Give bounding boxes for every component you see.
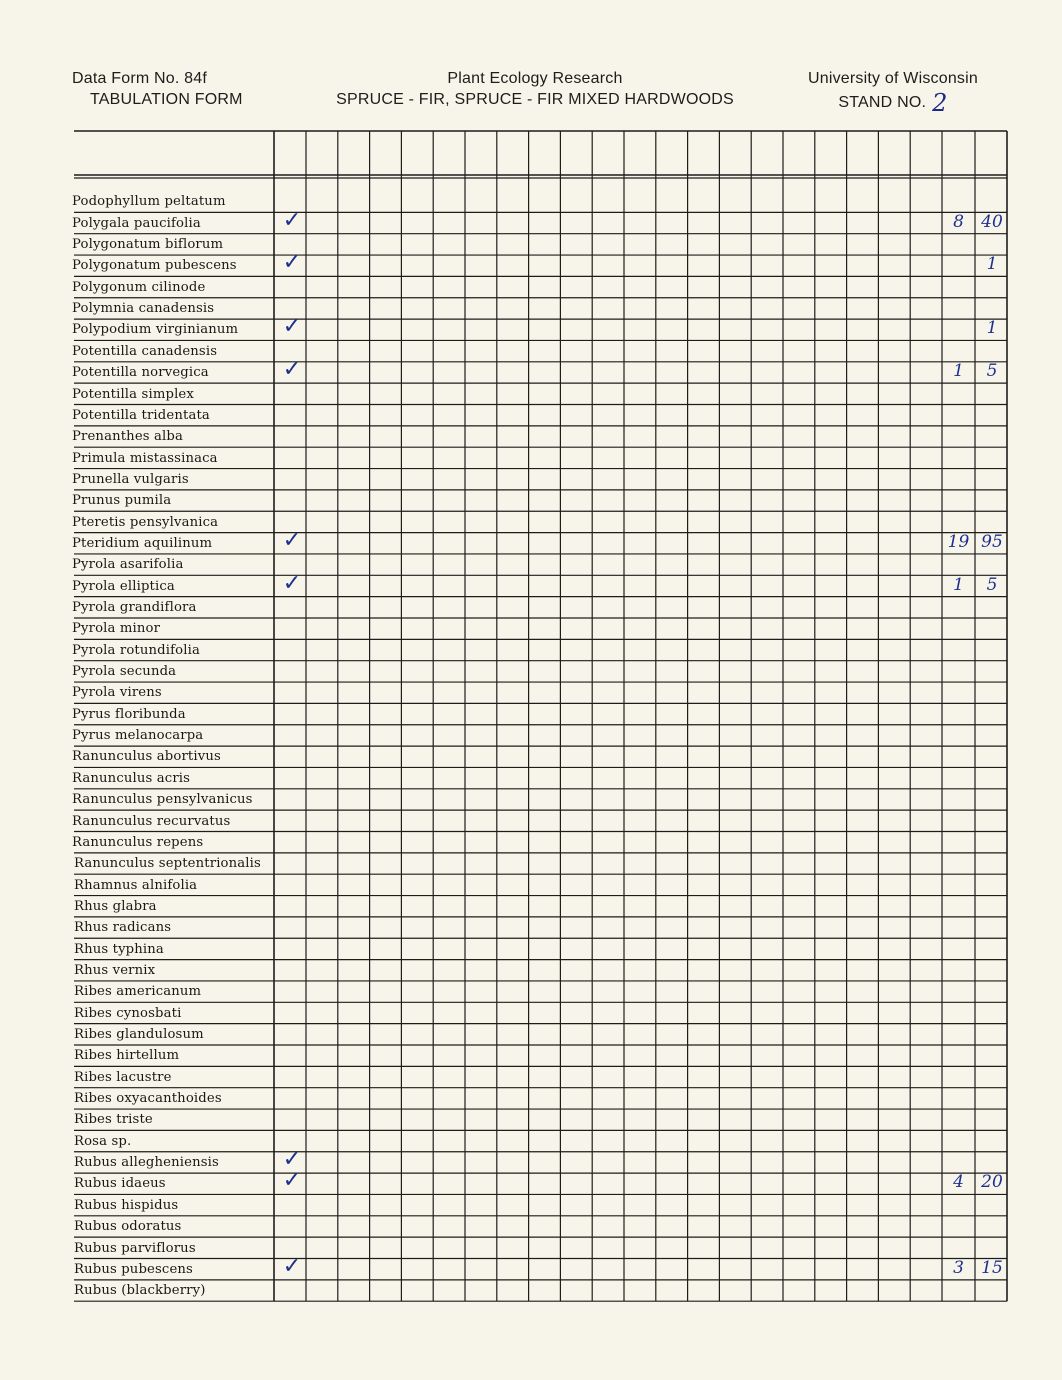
stand-label: STAND NO. — [838, 94, 927, 111]
frequency-value: 1 — [953, 361, 964, 382]
percent-value: 95 — [981, 531, 1003, 552]
species-name: Ranunculus recurvatus — [72, 813, 231, 829]
frequency-value: 4 — [953, 1172, 964, 1193]
species-name: Ranunculus pensylvanicus — [72, 792, 253, 808]
check-mark: ✓ — [282, 250, 302, 276]
percent-value: 5 — [986, 361, 998, 382]
species-name: Prenanthes alba — [72, 429, 184, 445]
check-mark: ✓ — [282, 1168, 302, 1194]
percent-value: 20 — [981, 1172, 1003, 1193]
species-name: Rubus idaeus — [74, 1176, 166, 1192]
species-name: Potentilla tridentata — [72, 407, 210, 423]
check-mark: ✓ — [282, 570, 302, 596]
species-name: Pyrola minor — [72, 621, 161, 637]
check-mark: ✓ — [282, 527, 302, 553]
species-name: Potentilla canadensis — [72, 343, 218, 359]
species-name: Polygala paucifolia — [72, 215, 201, 231]
species-name: Prunus pumila — [72, 493, 172, 509]
species-name: Prunella vulgaris — [72, 471, 189, 487]
species-name: Podophyllum peltatum — [72, 194, 226, 210]
form-number: Data Form No. 84f — [72, 70, 208, 87]
species-name: Primula mistassinaca — [72, 450, 218, 466]
species-name: Ranunculus acris — [72, 770, 191, 786]
species-name: Ribes triste — [74, 1112, 153, 1128]
form-title: TABULATION FORM — [90, 91, 243, 108]
species-name: Rhus glabra — [74, 898, 157, 914]
species-name: Pyrola virens — [72, 685, 162, 701]
check-mark: ✓ — [282, 1253, 302, 1279]
species-name: Rhus vernix — [74, 962, 156, 978]
species-name: Polymnia canadensis — [72, 301, 215, 317]
species-name: Ribes hirtellum — [74, 1048, 180, 1064]
species-name: Pteretis pensylvanica — [72, 514, 219, 530]
frequency-value: 8 — [953, 211, 964, 232]
percent-value: 15 — [981, 1257, 1003, 1278]
species-name: Polypodium virginianum — [72, 322, 239, 338]
species-name: Pyrus floribunda — [72, 706, 186, 722]
species-name: Polygonatum biflorum — [72, 237, 224, 253]
species-name: Ranunculus septentrionalis — [74, 856, 261, 872]
species-name: Rhus typhina — [74, 941, 164, 957]
species-name: Rubus parviflorus — [74, 1240, 196, 1256]
research-title: Plant Ecology Research — [447, 70, 623, 87]
species-name: Pyrola elliptica — [72, 578, 175, 594]
species-name: Rubus hispidus — [74, 1197, 179, 1213]
species-name: Polygonatum pubescens — [72, 258, 237, 274]
species-name: Polygonum cilinode — [72, 279, 206, 295]
form-subtitle: SPRUCE - FIR, SPRUCE - FIR MIXED HARDWOODS — [336, 91, 734, 108]
species-name: Rhamnus alnifolia — [74, 877, 198, 893]
species-name: Potentilla norvegica — [72, 365, 209, 381]
check-mark: ✓ — [282, 314, 302, 340]
species-name: Rubus allegheniensis — [74, 1155, 219, 1171]
species-name: Rubus pubescens — [74, 1261, 193, 1277]
stand-value: 2 — [932, 89, 948, 117]
percent-value: 1 — [986, 254, 998, 275]
check-mark: ✓ — [282, 357, 302, 383]
frequency-value: 3 — [953, 1257, 964, 1278]
species-name: Ribes lacustre — [74, 1069, 172, 1085]
species-name: Rubus odoratus — [74, 1219, 182, 1235]
species-name: Ranunculus abortivus — [72, 749, 221, 765]
percent-value: 5 — [986, 574, 998, 595]
institution: University of Wisconsin — [808, 70, 978, 87]
species-name: Rubus (blackberry) — [74, 1283, 206, 1299]
percent-value: 40 — [981, 211, 1003, 232]
species-name: Pyrola grandiflora — [72, 600, 197, 615]
check-mark: ✓ — [282, 1147, 302, 1173]
species-name: Ribes cynosbati — [74, 1005, 182, 1021]
species-name: Pyrola secunda — [72, 664, 177, 680]
species-name: Pyrola rotundifolia — [72, 642, 200, 658]
frequency-value: 19 — [947, 531, 970, 552]
percent-value: 1 — [986, 318, 998, 339]
species-name: Rosa sp. — [74, 1133, 132, 1149]
species-name: Ribes oxyacanthoides — [74, 1091, 222, 1107]
species-name: Pteridium aquilinum — [72, 535, 213, 551]
species-name: Ranunculus repens — [72, 834, 204, 850]
species-name: Ribes americanum — [74, 984, 202, 1000]
species-name: Pyrus melanocarpa — [72, 728, 204, 744]
check-mark: ✓ — [282, 207, 302, 233]
species-name: Potentilla simplex — [72, 386, 194, 402]
species-name: Rhus radicans — [74, 920, 172, 936]
species-name: Pyrola asarifolia — [72, 557, 184, 573]
species-name: Ribes glandulosum — [74, 1027, 204, 1042]
frequency-value: 1 — [953, 574, 964, 595]
